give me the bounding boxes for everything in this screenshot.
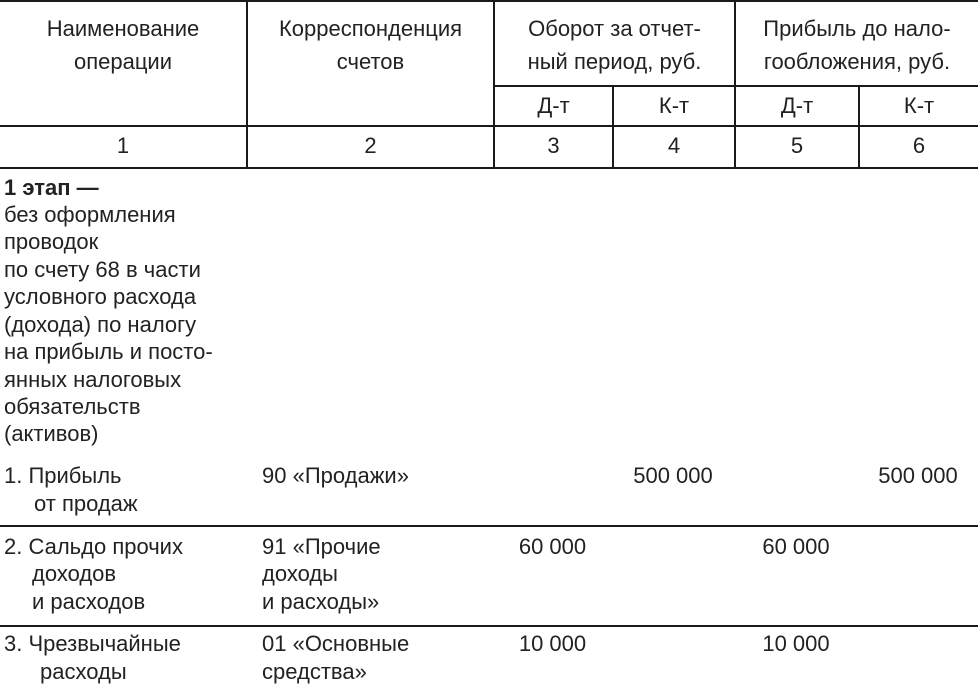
row1-account: 90 «Продажи»: [262, 463, 409, 488]
stage-line: обязательств: [4, 394, 141, 419]
header-turnover-debit: Д-т: [537, 93, 570, 118]
stage-line: на прибыль и посто-: [4, 339, 213, 364]
header-profit-line1: Прибыль до нало-: [763, 16, 951, 41]
column-number-2: 2: [364, 133, 377, 158]
row3-name-line1: 3. Чрезвычайные: [4, 631, 181, 656]
stage-title: 1 этап —: [4, 175, 99, 200]
row3-profit-debit: 10 000: [762, 631, 830, 656]
rule-top: [0, 0, 978, 2]
row3-account-line1: 01 «Основные: [262, 631, 410, 656]
row3-account-line2: средства»: [262, 659, 367, 684]
row2-account-line3: и расходы»: [262, 589, 380, 614]
header-profit-line2: гообложения, руб.: [763, 49, 951, 74]
row1-name-line2: от продаж: [34, 491, 138, 516]
stage-line: янных налоговых: [4, 367, 182, 392]
stage-line: (дохода) по налогу: [4, 312, 197, 337]
row1-turnover-credit: 500 000: [633, 463, 713, 488]
column-number-4: 4: [667, 133, 681, 158]
row2-account-line2: доходы: [262, 561, 338, 586]
row1-name-line1: 1. Прибыль: [4, 463, 122, 488]
header-turnover-credit: К-т: [658, 93, 690, 118]
rule-header-bottom: [0, 125, 978, 127]
stage-line: (активов): [4, 421, 99, 446]
row2-turnover-debit: 60 000: [518, 534, 587, 559]
stage-line: проводок: [4, 229, 99, 254]
row2-profit-debit: 60 000: [762, 534, 830, 559]
column-number-5: 5: [790, 133, 804, 158]
header-accounts-line1: Корреспонденция: [278, 16, 463, 41]
rule-row2-bottom: [0, 625, 978, 627]
stage-line: по счету 68 в части: [4, 257, 201, 282]
column-number-6: 6: [912, 133, 926, 158]
rule-numbers-bottom: [0, 167, 978, 169]
rule-row1-bottom: [0, 525, 978, 527]
column-number-3: 3: [547, 133, 560, 158]
header-turnover-line1: Оборот за отчет-: [528, 16, 701, 41]
row2-name-line2: доходов: [32, 561, 117, 586]
row1-profit-credit: 500 000: [878, 463, 958, 488]
row3-name-line2: расходы: [40, 659, 127, 684]
header-accounts-line2: счетов: [336, 49, 405, 74]
header-profit-debit: Д-т: [780, 93, 814, 118]
column-number-1: 1: [116, 133, 130, 158]
stage-line: условного расхода: [4, 284, 197, 309]
row2-name-line3: и расходов: [32, 589, 146, 614]
stage-line: без оформления: [4, 202, 176, 227]
header-turnover-line2: ный период, руб.: [527, 49, 702, 74]
row2-account-line1: 91 «Прочие: [262, 534, 381, 559]
header-operation-line2: операции: [73, 49, 173, 74]
row2-name-line1: 2. Сальдо прочих: [4, 534, 183, 559]
header-profit-credit: К-т: [903, 93, 935, 118]
row3-turnover-debit: 10 000: [518, 631, 587, 656]
header-operation-line1: Наименование: [46, 16, 200, 41]
